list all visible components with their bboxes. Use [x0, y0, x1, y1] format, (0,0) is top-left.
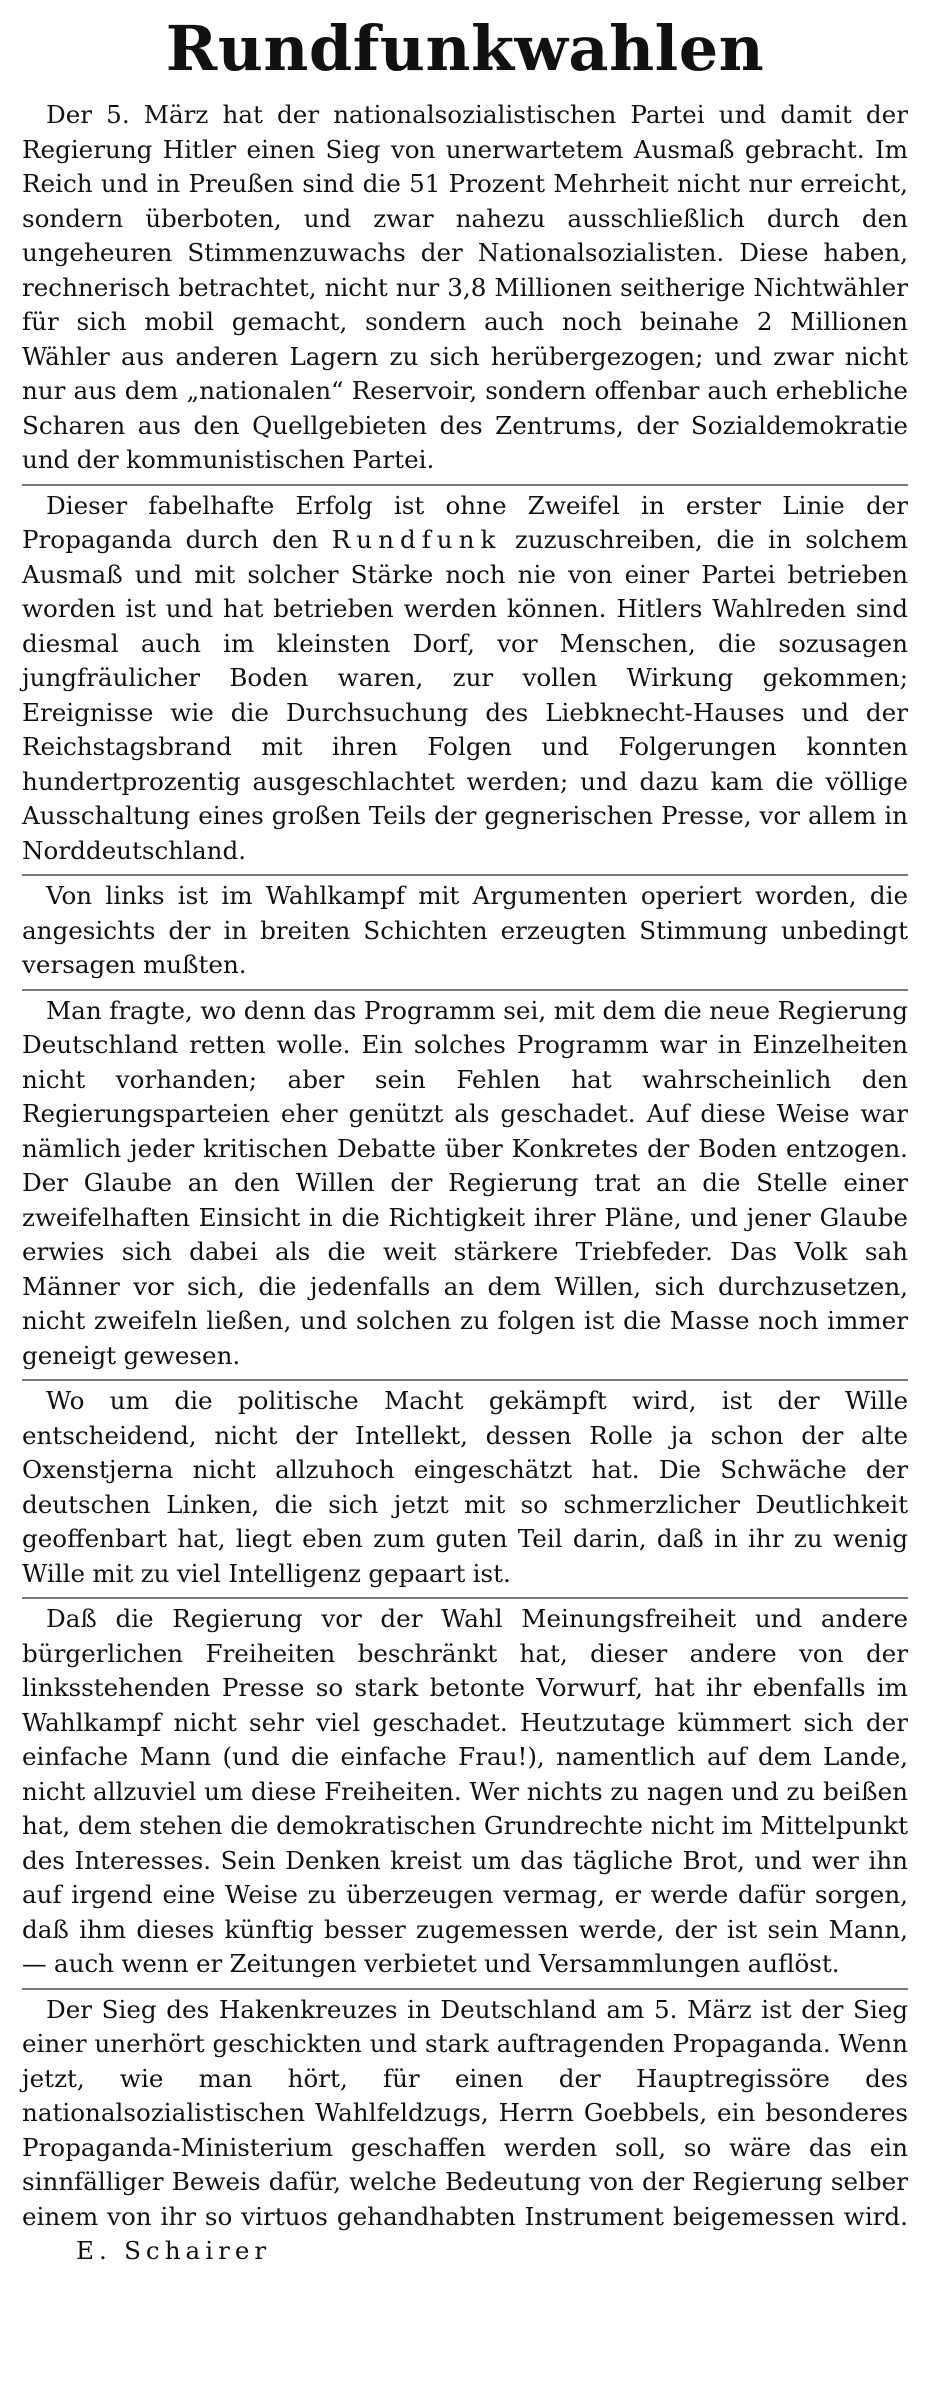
- author-signature: E. Schairer: [76, 2236, 272, 2265]
- paragraph-7-text: Der Sieg des Hakenkreuzes in Deutschland am 5. März ist der Sieg einer unerhört geschickten und stark auftragenden Propaganda. Wenn jetzt, wie man hört, für einen der Hauptregissöre des nationalsozialistischen Wahlfeldzugs, Herrn Goebbels, ein besonderes Propaganda-Ministerium geschaffen werden soll, so wäre das ein sinnfälliger Beweis dafür, welche Bedeutung von der Regierung selber einem von ihr so virtuos gehandhabten Instrument beigemessen wird.: [22, 1994, 908, 2231]
- paragraph-5: Wo um die politische Macht gekämpft wird, ist der Wille entscheidend, nicht der Intellekt, dessen Rolle ja schon der alte Oxenstjerna nicht allzuhoch eingeschätzt hat. Die Schwäche der deutschen Linken, die sich jetzt mit so schmerzlicher Deutlichkeit geoffenbart hat, liegt eben zum guten Teil darin, daß in ihr zu wenig Wille mit zu viel Intelligenz gepaart ist.: [22, 1379, 908, 1591]
- paragraph-6: Daß die Regierung vor der Wahl Meinungsfreiheit und andere bürgerlichen Freiheiten beschränkt hat, dieser andere von der linksstehenden Presse so stark betonte Vorwurf, hat ihr ebenfalls im Wahlkampf nicht sehr viel geschadet. Heutzutage kümmert sich der einfache Mann (und die einfache Frau!), namentlich auf dem Lande, nicht allzuviel um diese Freiheiten. Wer nichts zu nagen und zu beißen hat, dem stehen die demokratischen Grundrechte nicht im Mittelpunkt des Interesses. Sein Denken kreist um das tägliche Brot, und wer ihn auf irgend eine Weise zu überzeugen vermag, er werde dafür sorgen, daß ihm dieses künftig besser zugemessen werde, der ist sein Mann, — auch wenn er Zeitungen verbietet und Versammlungen auflöst.: [22, 1597, 908, 1982]
- article: [22, 0, 908, 2269]
- paragraph-2-text-before: Dieser fabelhafte Erfolg ist ohne Zweifel in erster Linie der Propaganda durch den: [22, 490, 908, 554]
- paragraph-3: Von links ist im Wahlkampf mit Argumenten operiert worden, die angesichts der in breiten Schichten erzeugten Stimmung unbedingt versagen mußten.: [22, 874, 908, 983]
- article-title: Rundfunkwahlen: [165, 12, 765, 85]
- paragraph-2-text-after: zuzuschreiben, die in solchem Ausmaß und mit solcher Stärke noch nie von einer Partei betrieben worden ist und hat betrieben werden können. Hitlers Wahlreden sind diesmal auch im kleinsten Dorf, vor Menschen, die sozusagen jungfräulicher Boden waren, zur vollen Wirkung gekommen; Ereignisse wie die Durchsuchung des Liebknecht-Hauses und der Reichstagsbrand mit ihren Folgen und Folgerungen konnten hundertprozentig ausgeschlachtet werden; und dazu kam die völlige Ausschaltung eines großen Teils der gegnerischen Presse, vor allem in Norddeutschland.: [22, 525, 908, 865]
- paragraph-4: Man fragte, wo denn das Programm sei, mit dem die neue Regierung Deutschland retten wolle. Ein solches Programm war in Einzelheiten nicht vorhanden; aber sein Fehlen hat wahrscheinlich den Regierungsparteien eher genützt als geschadet. Auf diese Weise war nämlich jeder kritischen Debatte über Konkretes der Boden entzogen. Der Glaube an den Willen der Regierung trat an die Stelle einer zweifelhaften Einsicht in die Richtigkeit ihrer Pläne, und jener Glaube erwies sich dabei als die weit stärkere Triebfeder. Das Volk sah Männer vor sich, die jedenfalls an dem Willen, sich durchzusetzen, nicht zweifeln ließen, und solchen zu folgen ist die Masse noch immer geneigt gewesen.: [22, 989, 908, 1374]
- paragraph-2: [22, 484, 908, 869]
- paragraph-1: Der 5. März hat der nationalsozialistischen Partei und damit der Regierung Hitler einen Sieg von unerwartetem Ausmaß gebracht. Im Reich und in Preußen sind die 51 Prozent Mehrheit nicht nur erreicht, sondern überboten, und zwar nahezu ausschließlich durch den ungeheuren Stimmenzuwachs der Nationalsozialisten. Diese haben, rechnerisch betrachtet, nicht nur 3,8 Millionen seitherige Nichtwähler für sich mobil gemacht, sondern auch noch beinahe 2 Millionen Wähler aus anderen Lagern zu sich herübergezogen; und zwar nicht nur aus dem „nationalen“ Reservoir, sondern offenbar auch erhebliche Scharen aus den Quellgebieten des Zentrums, der Sozialdemokratie und der kommunistischen Partei.: [22, 100, 908, 474]
- emphasized-word-rundfunk: Rundfunk: [331, 525, 502, 554]
- paragraph-7: [22, 1988, 908, 2269]
